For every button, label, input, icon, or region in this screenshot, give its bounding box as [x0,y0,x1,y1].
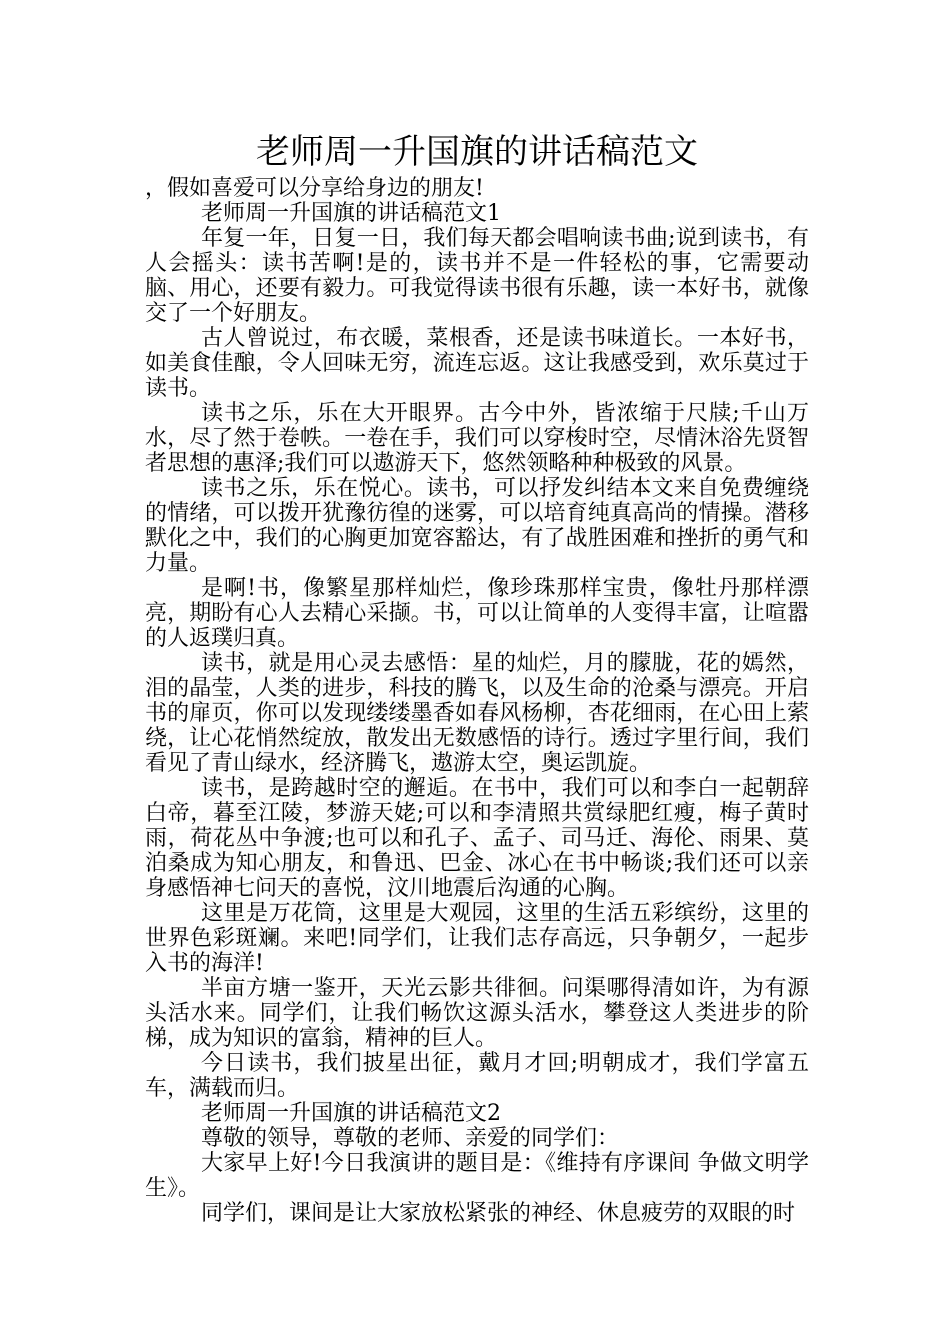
paragraph: 同学们，课间是让大家放松紧张的神经、休息疲劳的双眼的时 [201,1201,796,1226]
paragraph: 这里是万花筒，这里是大观园，这里的生活五彩缤纷，这里的世界色彩斑斓。来吧!同学们，让我们志存高远，只争朝夕，一起步入书的海洋! [145,901,809,976]
lead-line: ，假如喜爱可以分享给身边的朋友! [145,176,484,201]
paragraph: 读书，就是用心灵去感悟：星的灿烂，月的朦胧，花的嫣然，泪的晶莹，人类的进步，科技的腾飞，以及生命的沧桑与漂亮。开启书的扉页，你可以发现缕缕墨香如春风杨柳，杏花细雨，在心田上萦绕，让心花悄然绽放，散发出无数感悟的诗行。透过字里行间，我们看见了青山绿水，经济腾飞，遨游太空，奥运凯旋。 [145,651,809,776]
paragraph-section-heading: 老师周一升国旗的讲话稿范文1 [201,201,501,226]
paragraph: 半亩方塘一鉴开，天光云影共徘徊。问渠哪得清如许，为有源头活水来。同学们，让我们畅饮这源头活水，攀登这人类进步的阶梯，成为知识的富翁，精神的巨人。 [145,976,809,1051]
paragraph: 读书之乐，乐在大开眼界。古今中外，皆浓缩于尺牍;千山万水，尽了然于卷帙。一卷在手，我们可以穿梭时空，尽情沐浴先贤智者思想的惠泽;我们可以遨游天下，悠然领略种种极致的风景。 [145,401,809,476]
paragraph-salutation: 尊敬的领导，尊敬的老师、亲爱的同学们： [201,1126,620,1151]
document-page [145,128,809,1226]
paragraph: 年复一年，日复一日，我们每天都会唱响读书曲;说到读书，有人会摇头：读书苦啊!是的，读书并不是一件轻松的事，它需要动脑、用心，还要有毅力。可我觉得读书很有乐趣，读一本好书，就像交了一个好朋友。 [145,226,809,326]
paragraph: 读书，是跨越时空的邂逅。在书中，我们可以和李白一起朝辞白帝，暮至江陵，梦游天姥;可以和李清照共赏绿肥红瘦，梅子黄时雨，荷花丛中争渡;也可以和孔子、孟子、司马迁、海伦、雨果、莫泊桑成为知心朋友，和鲁迅、巴金、冰心在书中畅谈;我们还可以亲身感悟神七问天的喜悦，汶川地震后沟通的心胸。 [145,776,809,901]
paragraph: 是啊!书，像繁星那样灿烂，像珍珠那样宝贵，像牡丹那样漂亮，期盼有心人去精心采撷。书，可以让简单的人变得丰富，让喧嚣的人返璞归真。 [145,576,809,651]
document-title: 老师周一升国旗的讲话稿范文 [256,132,698,172]
paragraph: 读书之乐，乐在悦心。读书，可以抒发纠结本文来自免费缠绕的情绪，可以拨开犹豫彷徨的迷雾，可以培育纯真高尚的情操。潜移默化之中，我们的心胸更加宽容豁达，有了战胜困难和挫折的勇气和力量。 [145,476,809,576]
paragraph: 古人曾说过，布衣暖，菜根香，还是读书味道长。一本好书，如美食佳酿，令人回味无穷，流连忘返。这让我感受到，欢乐莫过于读书。 [145,326,809,401]
paragraph: 大家早上好!今日我演讲的题目是：《维持有序课间 争做文明学生》。 [145,1151,809,1201]
paragraph-section-heading: 老师周一升国旗的讲话稿范文2 [201,1101,501,1126]
paragraph: 今日读书，我们披星出征，戴月才回;明朝成才，我们学富五车，满载而归。 [145,1051,809,1101]
